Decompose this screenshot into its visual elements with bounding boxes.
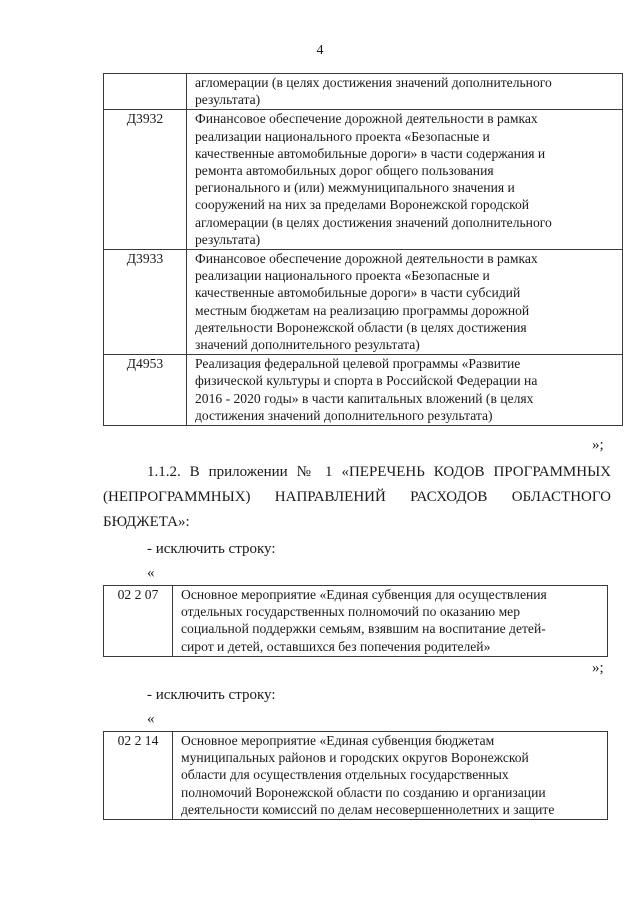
description-line: физической культуры и спорта в Российской Федерации на: [195, 373, 538, 389]
paragraph-line-3: БЮДЖЕТА»:: [103, 514, 190, 530]
row-description: [173, 732, 608, 820]
description-line: реализации национального проекта «Безопасные и: [195, 268, 490, 284]
description-line: деятельности Воронежской области (в целях достижения: [195, 319, 527, 335]
opening-quote-2: «: [147, 711, 155, 727]
description-line: Основное мероприятие «Единая субвенция бюджетам: [181, 733, 495, 748]
row-code: 02 2 07: [104, 586, 173, 657]
description-line: Реализация федеральной целевой программы «Развитие: [195, 356, 521, 372]
description-line: отдельных государственных полномочий по оказанию мер: [181, 604, 521, 620]
description-line: значений дополнительного результата): [195, 337, 420, 353]
description-line: реализации национального проекта «Безопасные и: [195, 128, 490, 144]
description-line: качественные автомобильные дороги» в части субсидий: [195, 285, 521, 301]
row-description: [187, 355, 623, 426]
description-line: регионального и (или) межмуниципального значения и: [195, 180, 515, 196]
description-line: качественные автомобильные дороги» в части содержания и: [195, 145, 546, 161]
description-line: ремонта автомобильных дорог общего пользования: [195, 163, 494, 179]
paragraph-line-1: 1.1.2. В приложении № 1 «ПЕРЕЧЕНЬ КОДОВ ПРОГРАММНЫХ: [147, 464, 611, 480]
row-description: [187, 250, 623, 355]
table-row: [104, 732, 608, 820]
description-line: достижения значений дополнительного результата): [195, 407, 493, 423]
description-line: области для осуществления отдельных государственных: [181, 767, 509, 783]
description-line: результата): [195, 92, 261, 108]
description-line: полномочий Воронежской области по созданию и организации: [181, 784, 546, 800]
exclude-instruction-2: - исключить строку:: [147, 687, 276, 703]
closing-quote-2: »;: [592, 660, 604, 676]
description-line: сооружений на них за пределами Воронежской городской: [195, 197, 530, 213]
table-row: [104, 586, 608, 657]
table-row: [104, 110, 623, 250]
table-row: [104, 355, 623, 426]
codes-table-continued: [103, 73, 623, 426]
table-row: [104, 74, 623, 110]
row-description: [187, 110, 623, 250]
table-row: [104, 250, 623, 355]
description-line: агломерации (в целях достижения значений дополнительного: [195, 75, 552, 90]
row-code: Д3933: [104, 250, 187, 355]
description-line: Финансовое обеспечение дорожной деятельности в рамках: [195, 251, 538, 267]
row-code: 02 2 14: [104, 732, 173, 820]
description-line: муниципальных районов и городских округов Воронежской: [181, 750, 529, 766]
description-line: социальной поддержки семьям, взявшим на воспитание детей-: [181, 621, 546, 637]
description-line: деятельности комиссий по делам несовершеннолетних и защите: [181, 801, 555, 817]
row-description: [187, 74, 623, 110]
exclude-instruction-1: - исключить строку:: [147, 541, 276, 557]
description-line: сирот и детей, оставшихся без попечения родителей»: [181, 638, 491, 654]
row-code: [104, 74, 187, 110]
opening-quote-1: «: [147, 565, 155, 581]
closing-quote-1: »;: [592, 437, 604, 453]
page-number: 4: [316, 43, 324, 58]
description-line: результата): [195, 231, 261, 247]
description-line: агломерации (в целях достижения значений дополнительного: [195, 214, 552, 230]
description-line: 2016 - 2020 годы» в части капитальных вложений (в целях: [195, 390, 534, 406]
amendment-paragraph: [103, 460, 611, 535]
excluded-row-table-2: [103, 731, 608, 820]
description-line: Финансовое обеспечение дорожной деятельности в рамках: [195, 111, 538, 127]
description-line: Основное мероприятие «Единая субвенция для осуществления: [181, 587, 547, 602]
row-description: [173, 586, 608, 657]
excluded-row-table-1: [103, 585, 608, 657]
description-line: местным бюджетам на реализацию программы дорожной: [195, 302, 530, 318]
row-code: Д4953: [104, 355, 187, 426]
paragraph-line-2: (НЕПРОГРАММНЫХ) НАПРАВЛЕНИЙ РАСХОДОВ ОБЛАСТНОГО: [103, 489, 611, 505]
row-code: Д3932: [104, 110, 187, 250]
